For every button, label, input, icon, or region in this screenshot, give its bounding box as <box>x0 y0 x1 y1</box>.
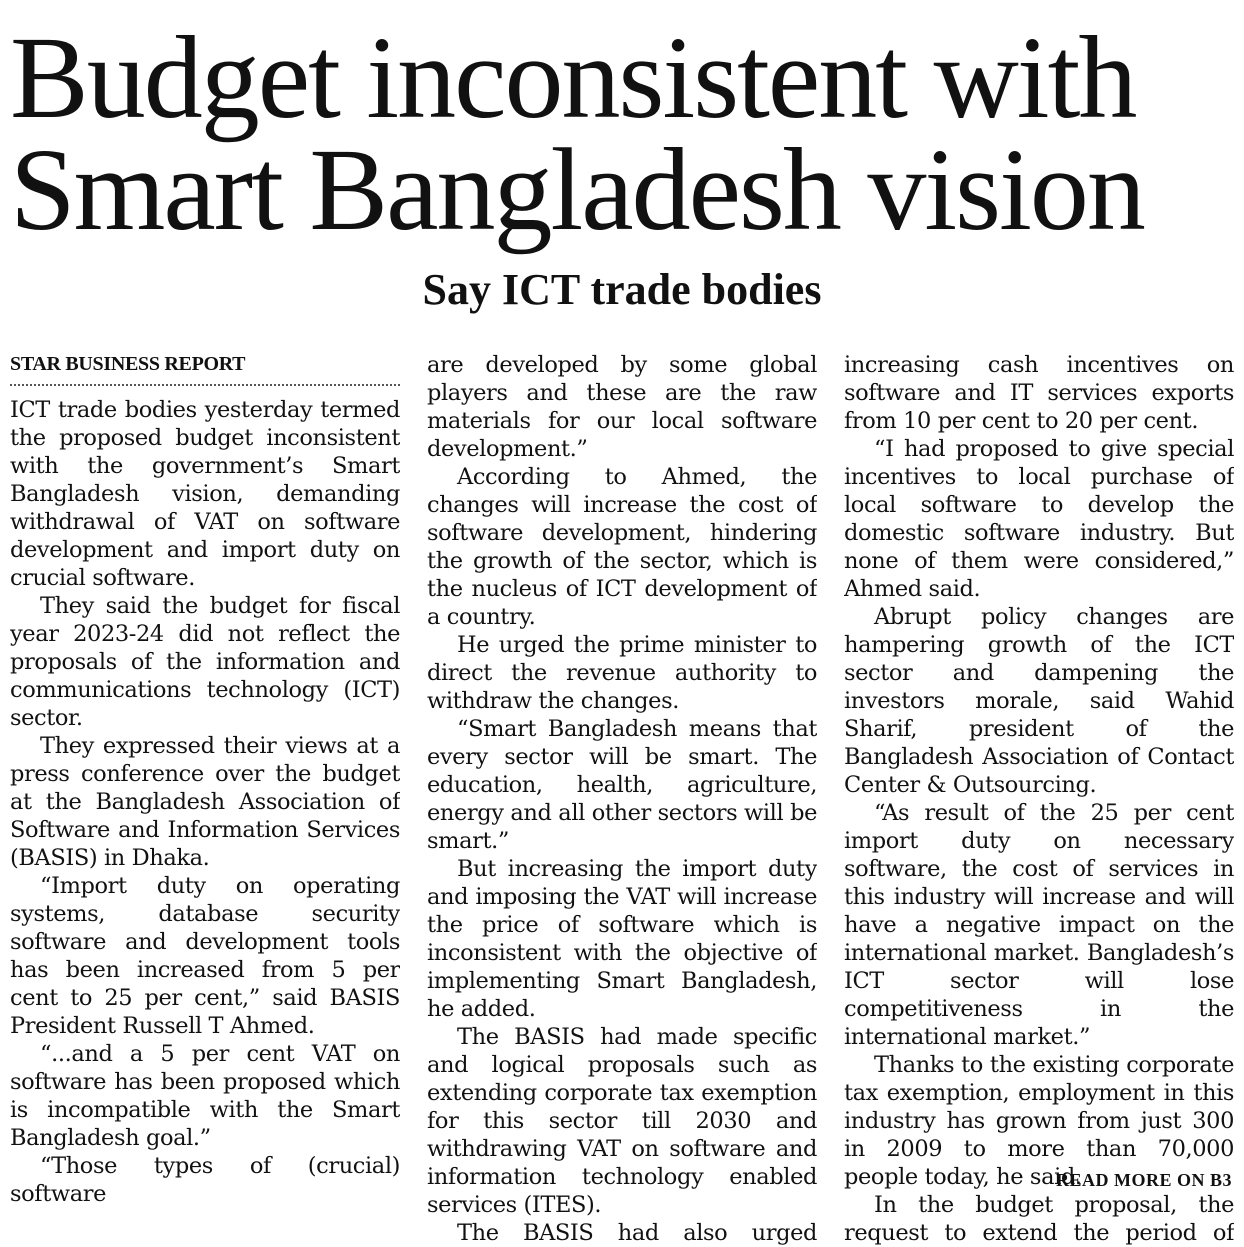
paragraph: are developed by some global players and these are the raw materials for our local software development.” <box>427 352 817 462</box>
column-1 <box>10 350 400 1247</box>
paragraph: “...and a 5 per cent VAT on software has been proposed which is incompatible with the Smart Bangladesh goal.” <box>10 1041 400 1151</box>
paragraph: In the budget proposal, the request to extend the period of <box>844 1192 1234 1246</box>
column-3 <box>844 351 1234 1247</box>
headline-line-1: Budget inconsistent with <box>10 12 1136 143</box>
subheadline: Say ICT trade bodies <box>422 265 822 314</box>
paragraph: He urged the prime minister to direct the revenue authority to withdraw the changes. <box>427 632 817 714</box>
paragraph: “Those types of (crucial) software <box>10 1153 400 1207</box>
paragraph: “Import duty on operating systems, database security software and development tools has been increased from 5 per cent to 25 per cent,” said BASIS President Russell T Ahmed. <box>10 873 400 1039</box>
paragraph: Abrupt policy changes are hampering growth of the ICT sector and dampening the investors morale, said Wahid Sharif, president of the Bangladesh Association of Contact Center & Outsourcing. <box>844 604 1234 798</box>
read-more-link[interactable]: READ MORE ON B3 <box>1055 1170 1232 1190</box>
article-body <box>10 350 1234 1247</box>
paragraph: The BASIS had also urged <box>457 1220 817 1246</box>
headline <box>10 0 1234 255</box>
paragraph: They said the budget for fiscal year 2023-24 did not reflect the proposals of the information and communications technology (ICT) sector. <box>10 593 400 731</box>
paragraph: “As result of the 25 per cent import duty on necessary software, the cost of services in this industry will increase and will have a negative impact on the international market. Bangladesh’s ICT sector will lose competitiveness in the international market.” <box>844 800 1234 1050</box>
column-2 <box>427 351 817 1247</box>
headline-line-2: Smart Bangladesh vision <box>10 124 1144 255</box>
byline: STAR BUSINESS REPORT <box>10 350 400 386</box>
paragraph: “Smart Bangladesh means that every sector will be smart. The education, health, agriculture, energy and all other sectors will be smart.” <box>427 716 817 854</box>
paragraph: ICT trade bodies yesterday termed the proposed budget inconsistent with the government’s Smart Bangladesh vision, demanding withdrawal of VAT on software development and import duty on crucial software. <box>10 397 400 591</box>
paragraph: increasing cash incentives on software and IT services exports from 10 per cent to 20 per cent. <box>844 352 1234 434</box>
paragraph: But increasing the import duty and imposing the VAT will increase the price of software which is inconsistent with the objective of implementing Smart Bangladesh, he added. <box>427 856 817 1022</box>
paragraph: Thanks to the existing corporate tax exemption, employment in this industry has grown from just 300 in 2009 to more than 70,000 people today, he said. <box>844 1052 1234 1190</box>
paragraph: According to Ahmed, the changes will increase the cost of software development, hindering the growth of the sector, which is the nucleus of ICT development of a country. <box>427 464 817 630</box>
paragraph: They expressed their views at a press conference over the budget at the Bangladesh Association of Software and Information Services (BASIS) in Dhaka. <box>10 733 400 871</box>
paragraph: “I had proposed to give special incentives to local purchase of local software to develop the domestic software industry. But none of them were considered,” Ahmed said. <box>844 436 1234 602</box>
paragraph: The BASIS had made specific and logical proposals such as extending corporate tax exemption for this sector till 2030 and withdrawing VAT on software and information technology enabled services (ITES). <box>427 1024 817 1218</box>
